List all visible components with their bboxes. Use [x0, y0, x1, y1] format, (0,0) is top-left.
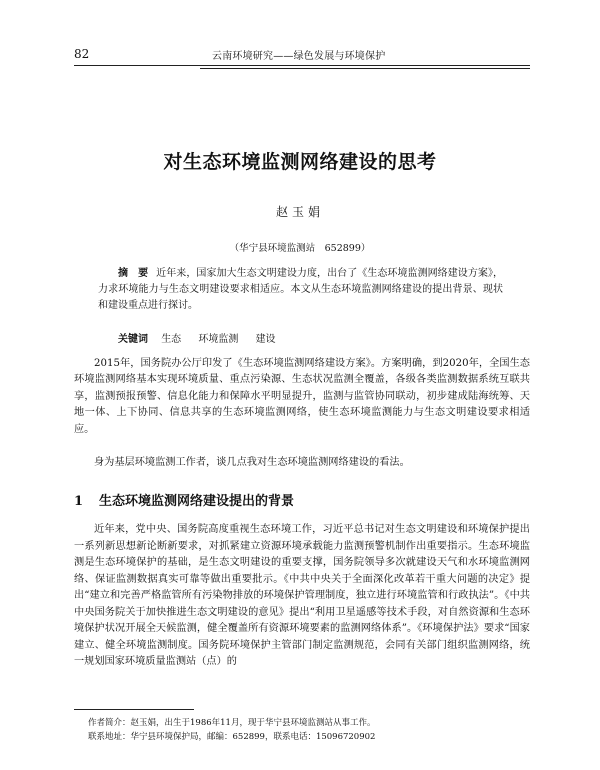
footnotes [88, 716, 528, 744]
body-paragraph [74, 356, 530, 438]
author-name: 赵玉娟 [275, 205, 324, 219]
footnote-rule [74, 709, 194, 710]
paragraph-2-text: 身为基层环境监测工作者，谈几点我对生态环境监测网络建设的看法。 [94, 457, 410, 468]
section-title: 生态环境监测网络建设提出的背景 [99, 494, 295, 509]
paragraph-1-text: 2015年，国务院办公厅印发了《生态环境监测网络建设方案》。方案明确，到2020年，全国生态环境监测网络基本实现环境质量、重点污染源、生态状况监测全覆盖，各级各类监测数据系统互联共享，监测预报预警、信息化能力和保障水平明显提升，监测与监管协同联动，初步建成陆海统筹、天地一体、上下协同、信息共享的生态环境监测网络，使生态环境监测能力与生态文明建设要求相适应。 [74, 358, 530, 435]
abstract-block [98, 266, 503, 314]
article-title: 对生态环境监测网络建设的思考 [163, 151, 437, 173]
keyword: 生态 [161, 334, 182, 345]
running-header: 云南环境研究——绿色发展与环境保护 [212, 51, 386, 62]
abstract-text: 近年来，国家加大生态文明建设力度，出台了《生态环境监测网络建设方案》，力求环境能力与生态文明建设要求相适应。本文从生态环境监测网络建设的提出背景、现状和建设重点进行探讨。 [98, 268, 504, 311]
body-paragraph [74, 455, 530, 471]
keyword: 建设 [255, 334, 276, 345]
keyword: 环境监测 [198, 334, 239, 345]
footnote-contact: 联系地址：华宁县环境保护局，邮编：652899，联系电话：15096720902 [88, 732, 376, 742]
footnote-author-bio: 作者简介：赵玉娟，出生于1986年11月，现于华宁县环境监测站从事工作。 [88, 718, 376, 728]
paragraph-3-text: 近年来，党中央、国务院高度重视生态环境工作，习近平总书记对生态文明建设和环境保护提出一系列新思想新论断新要求，对抓紧建立资源环境承载能力监测预警机制作出重要指示。生态环境监测是生态环境保护的基础，是生态文明建设的重要支撑，国务院领导多次就建设天气和水环境监测网络、保证监测数据真实可靠等做出重要批示。《中共中央关于全面深化改革若干重大问题的决定》提出“建立和完善严格监管所有污染物排放的环境保护管理制度，独立进行环境监管和行政执法”。《中共中央国务院关于加快推进生态文明建设的意见》提出“利用卫星遥感等技术手段，对自然资源和生态环境保护状况开展全天候监测，健全覆盖所有资源环境要素的监测网络体系”。《环境保护法》要求“国家建立、健全环境监测制度。国务院环境保护主管部门制定监测规范，会同有关部门组织监测网络，统一规划国家环境质量监测站（点）的 [74, 524, 530, 667]
page-number: 82 [74, 47, 90, 61]
section-heading [74, 490, 294, 509]
author-affiliation: （华宁县环境监测站 652899） [229, 243, 371, 254]
header-rule-secondary [200, 68, 530, 69]
header-rule [74, 65, 530, 66]
keywords-label: 关键词 [118, 334, 148, 345]
body-paragraph [74, 522, 530, 671]
abstract-label: 摘 要 [118, 268, 149, 279]
section-number: 1 [74, 494, 84, 509]
keywords-block [118, 330, 518, 345]
